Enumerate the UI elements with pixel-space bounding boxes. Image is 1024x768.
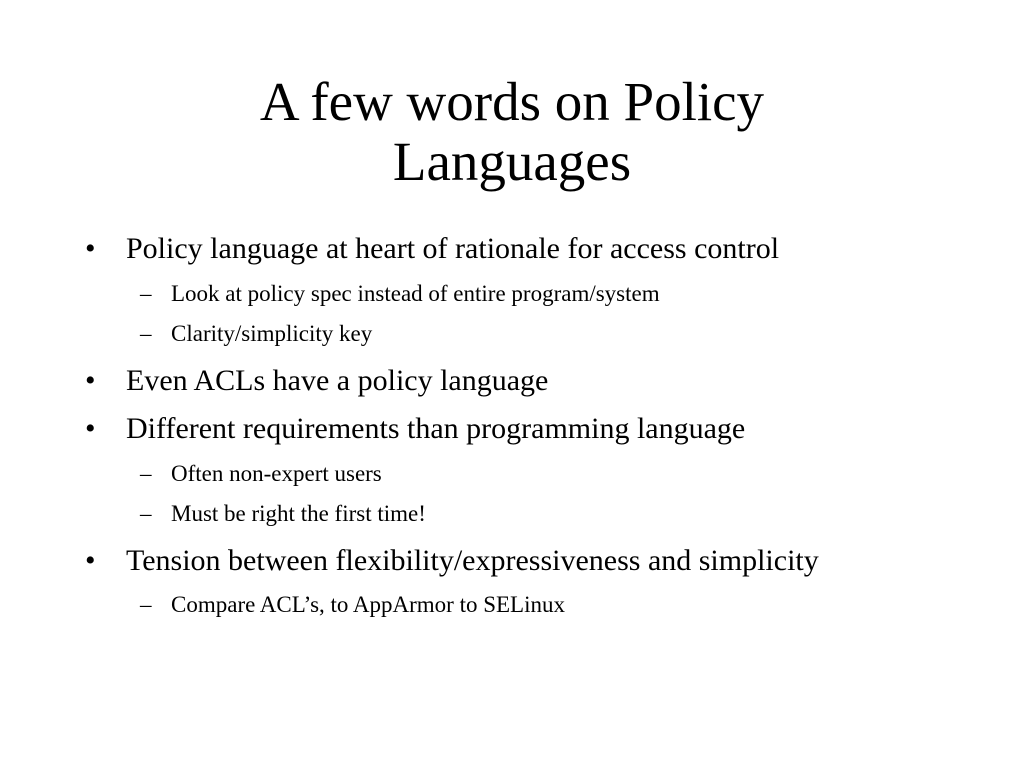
bullet-icon: • <box>85 412 96 445</box>
bullet-text: Even ACLs have a policy language <box>126 364 549 397</box>
sub-bullet-text: Look at policy spec instead of entire program/system <box>171 281 660 306</box>
bullet-icon: • <box>85 364 96 397</box>
dash-icon: – <box>140 281 152 306</box>
slide-title-line-2: Languages <box>392 131 632 192</box>
sub-bullet-text: Must be right the first time! <box>171 501 426 526</box>
dash-icon: – <box>140 592 152 617</box>
bullet-icon: • <box>85 544 96 577</box>
dash-icon: – <box>140 321 152 346</box>
sub-bullet-text: Often non-expert users <box>171 461 382 486</box>
slide-title-line-1: A few words on Policy <box>259 71 765 132</box>
bullet-text: Policy language at heart of rationale for access control <box>126 232 780 265</box>
dash-icon: – <box>140 461 152 486</box>
sub-bullet-text: Clarity/simplicity key <box>171 321 373 346</box>
bullet-text: Tension between flexibility/expressiveness and simplicity <box>126 544 819 577</box>
sub-bullet-text: Compare ACL’s, to AppArmor to SELinux <box>171 592 565 617</box>
bullet-icon: • <box>85 232 96 265</box>
bullet-text: Different requirements than programming language <box>126 412 746 445</box>
dash-icon: – <box>140 501 152 526</box>
